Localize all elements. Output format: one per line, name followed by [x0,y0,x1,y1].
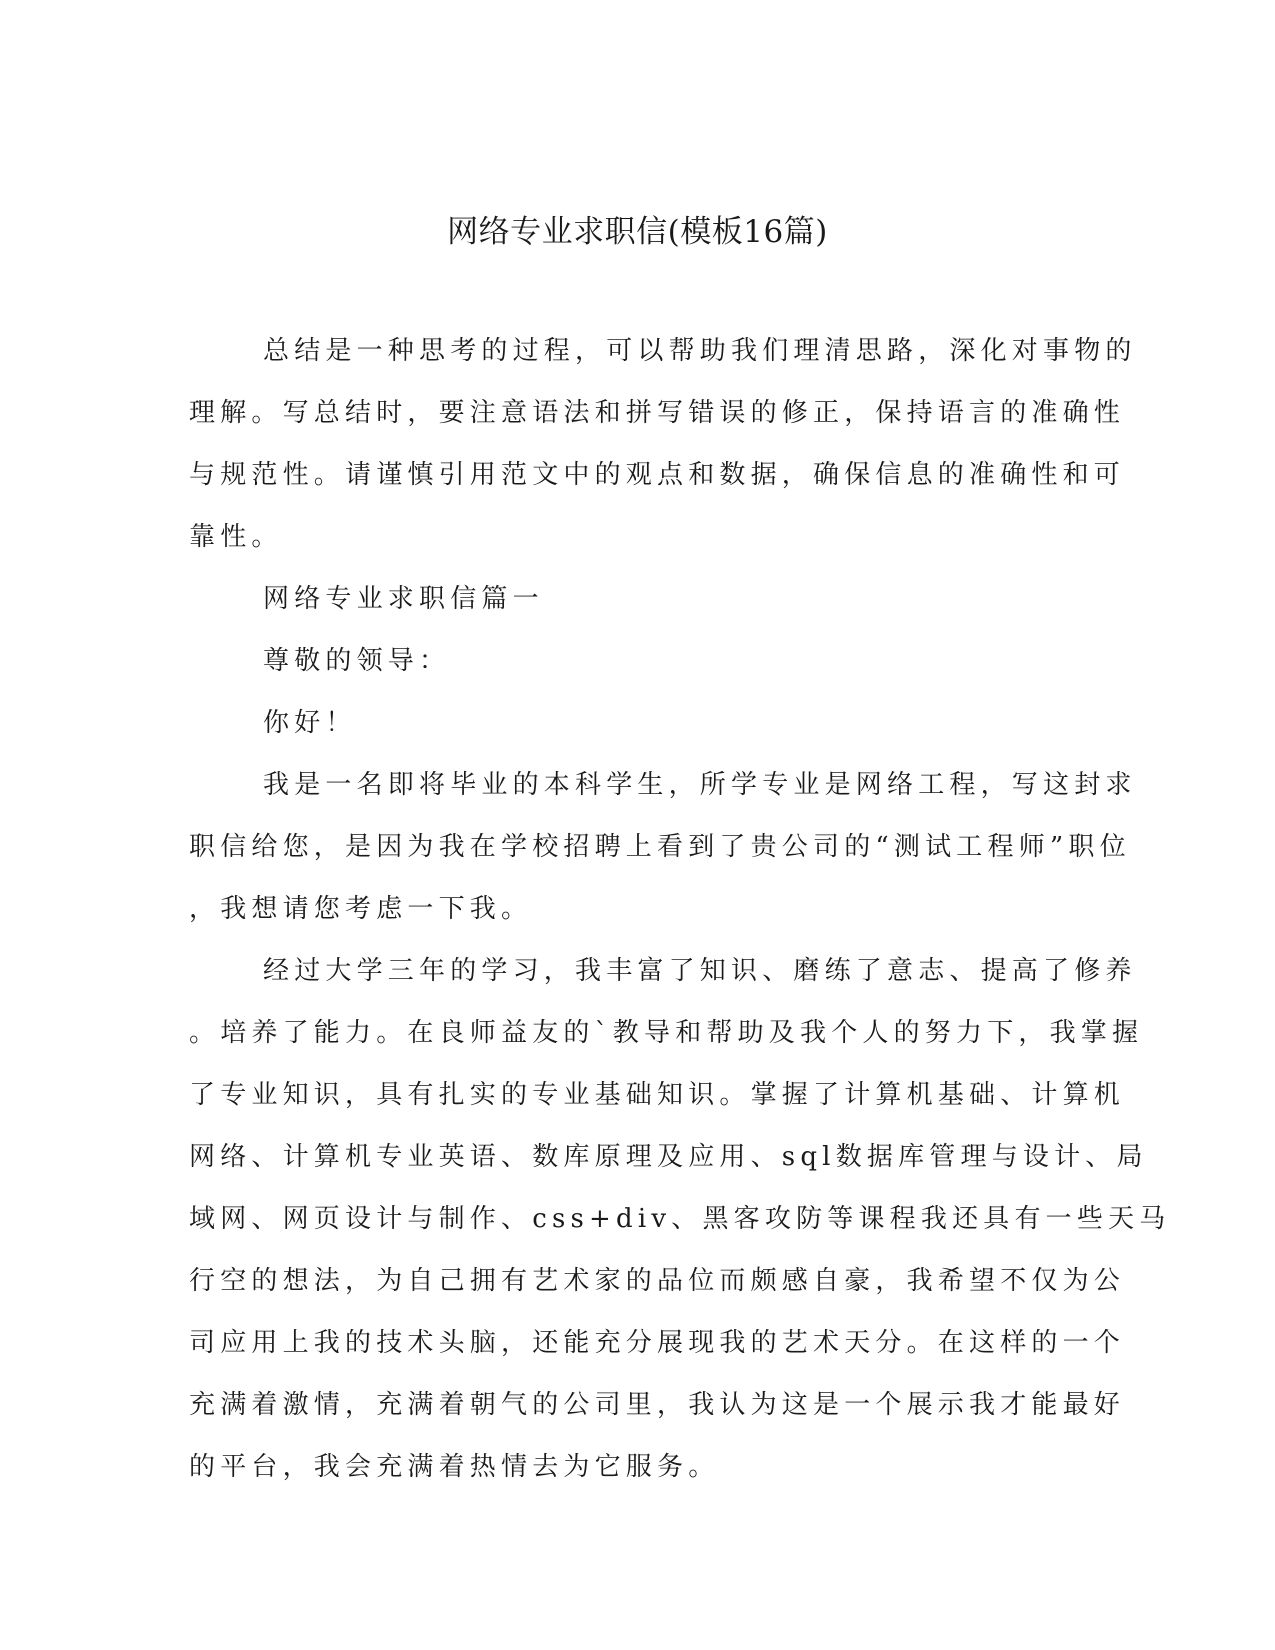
paragraph-line: ，我想请您考虑一下我。 [189,894,533,924]
paragraph-line: 司应用上我的技术头脑，还能充分展现我的艺术天分。在这样的一个 [189,1328,1126,1358]
section-heading: 网络专业求职信篇一 [263,584,544,614]
salutation: 尊敬的领导： [263,646,451,676]
document-body [189,320,1171,1498]
paragraph-line: 。培养了能力。在良师益友的`教导和帮助及我个人的努力下，我掌握 [189,1018,1144,1048]
greeting: 你好！ [263,708,357,738]
paragraph-line: 与规范性。请谨慎引用范文中的观点和数据，确保信息的准确性和可 [189,460,1126,490]
paragraph-line: 的平台，我会充满着热情去为它服务。 [189,1452,720,1482]
paragraph-line: 理解。写总结时，要注意语法和拼写错误的修正，保持语言的准确性 [189,398,1126,428]
paragraph-line: 职信给您，是因为我在学校招聘上看到了贵公司的“测试工程师”职位 [189,832,1131,862]
paragraph-line: 充满着激情，充满着朝气的公司里，我认为这是一个展示我才能最好 [189,1390,1126,1420]
document-title: 网络专业求职信(模板16篇) [447,214,828,250]
paragraph-line: 域网、网页设计与制作、css+div、黑客攻防等课程我还具有一些天马 [189,1204,1171,1234]
paragraph-line: 经过大学三年的学习，我丰富了知识、磨练了意志、提高了修养 [263,956,1137,986]
paragraph-line: 靠性。 [189,522,283,552]
paragraph-line: 我是一名即将毕业的本科学生，所学专业是网络工程，写这封求 [263,770,1137,800]
paragraph-line: 行空的想法，为自己拥有艺术家的品位而颇感自豪，我希望不仅为公 [189,1266,1126,1296]
paragraph-line: 总结是一种思考的过程，可以帮助我们理清思路，深化对事物的 [263,336,1137,366]
paragraph-line: 网络、计算机专业英语、数库原理及应用、sql数据库管理与设计、局 [189,1142,1148,1172]
paragraph-line: 了专业知识，具有扎实的专业基础知识。掌握了计算机基础、计算机 [189,1080,1126,1110]
